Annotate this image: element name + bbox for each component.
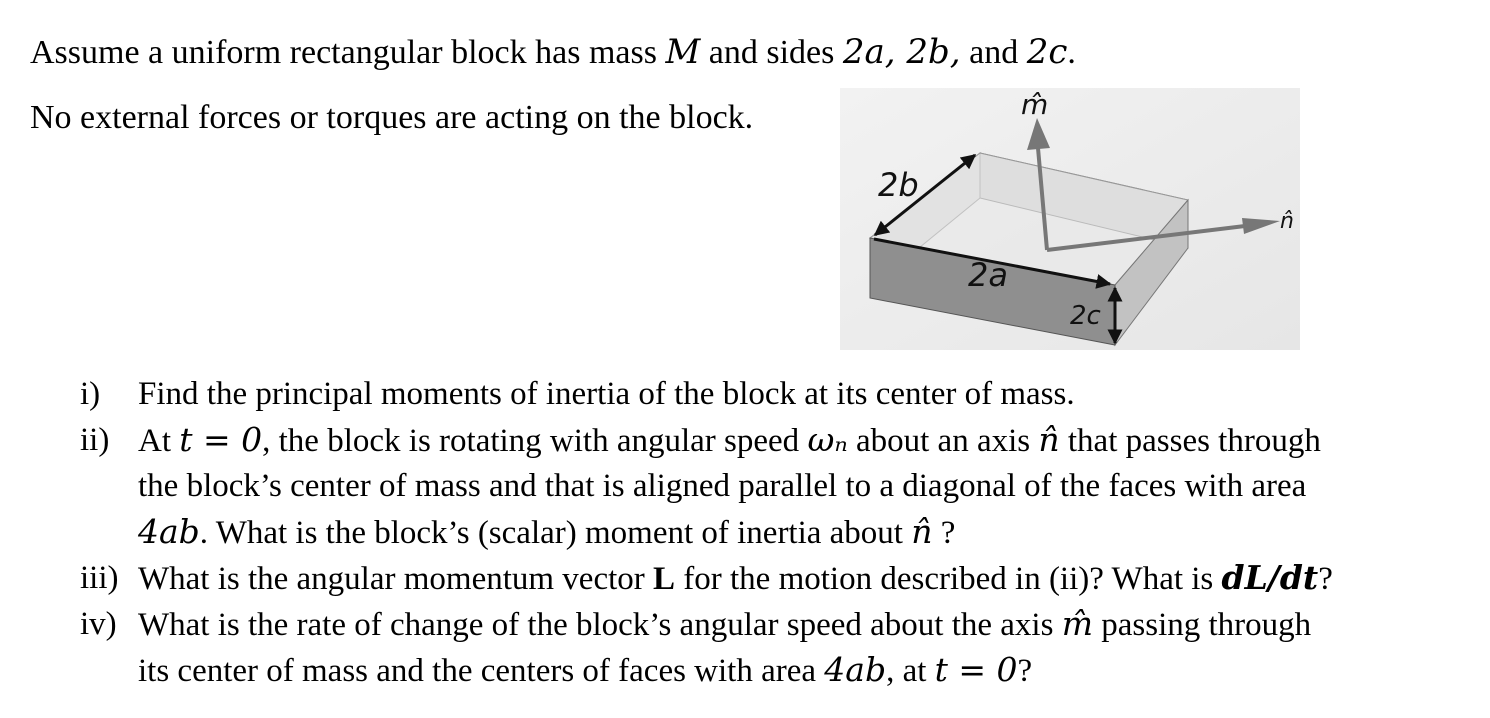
sides-symbols: 2a, 2b, <box>842 32 961 72</box>
label-2a: 2a <box>968 256 1008 294</box>
question-text: the block’s center of mass and that is aligned parallel to a diagonal of the faces with area <box>138 468 1307 504</box>
m-hat-symbol: m̂ <box>1061 604 1093 643</box>
intro-line-1 <box>30 32 1076 73</box>
intro-text: and <box>960 34 1027 71</box>
question-fragment: , the block is rotating with angular speed <box>262 423 808 459</box>
intro-text: Assume a uniform rectangular block has mass <box>30 34 666 71</box>
question-fragment: . What is the block’s (scalar) moment of inertia about <box>199 515 912 551</box>
question-number: iv) <box>80 606 117 642</box>
question-fragment: ? <box>932 515 956 551</box>
question-fragment: its center of mass and the centers of faces with area <box>138 653 825 689</box>
question-text <box>138 555 1333 602</box>
question-number: iii) <box>80 560 119 596</box>
label-n-hat: n̂ <box>1280 209 1294 234</box>
question-fragment: ? <box>1017 653 1033 689</box>
omega-symbol: ωₙ <box>807 420 848 459</box>
time-equation: t = 0 <box>179 420 263 459</box>
question-text <box>138 417 1321 464</box>
time-equation: t = 0 <box>934 650 1018 689</box>
question-fragment: passing through <box>1092 607 1312 643</box>
question-fragment: ? <box>1318 561 1333 597</box>
question-fragment: about an axis <box>847 423 1039 459</box>
question-fragment: that passes through <box>1059 423 1321 459</box>
question-fragment: What is the rate of change of the block’s angular speed about the axis <box>138 607 1062 643</box>
question-number: ii) <box>80 422 110 458</box>
n-hat-symbol: n̂ <box>911 512 933 551</box>
label-2b: 2b <box>878 166 919 204</box>
n-hat-symbol: n̂ <box>1038 420 1060 459</box>
question-text <box>138 601 1311 648</box>
question-fragment: , at <box>886 653 935 689</box>
question-fragment: At <box>138 423 180 459</box>
label-m-hat: m̂ <box>1021 88 1049 121</box>
intro-line-2: No external forces or torques are acting on the block. <box>30 99 754 136</box>
angular-momentum-symbol: L <box>653 561 676 597</box>
side-c-symbol: 2c <box>1026 32 1068 72</box>
question-number: i) <box>80 376 101 412</box>
intro-text: . <box>1067 34 1076 71</box>
question-text <box>138 647 1032 694</box>
intro-text: and sides <box>700 34 843 71</box>
question-fragment: What is the angular momentum vector <box>138 561 654 597</box>
area-symbol: 4ab <box>138 512 200 551</box>
label-2c: 2c <box>1070 301 1101 331</box>
dLdt-symbol: dL/dt <box>1221 558 1319 597</box>
question-text: Find the principal moments of inertia of the block at its center of mass. <box>138 376 1075 412</box>
block-figure <box>840 88 1300 350</box>
question-text <box>138 509 955 556</box>
area-symbol: 4ab <box>824 650 887 689</box>
mass-symbol: M <box>665 32 701 72</box>
question-fragment: for the motion described in (ii)? What is <box>675 561 1222 597</box>
